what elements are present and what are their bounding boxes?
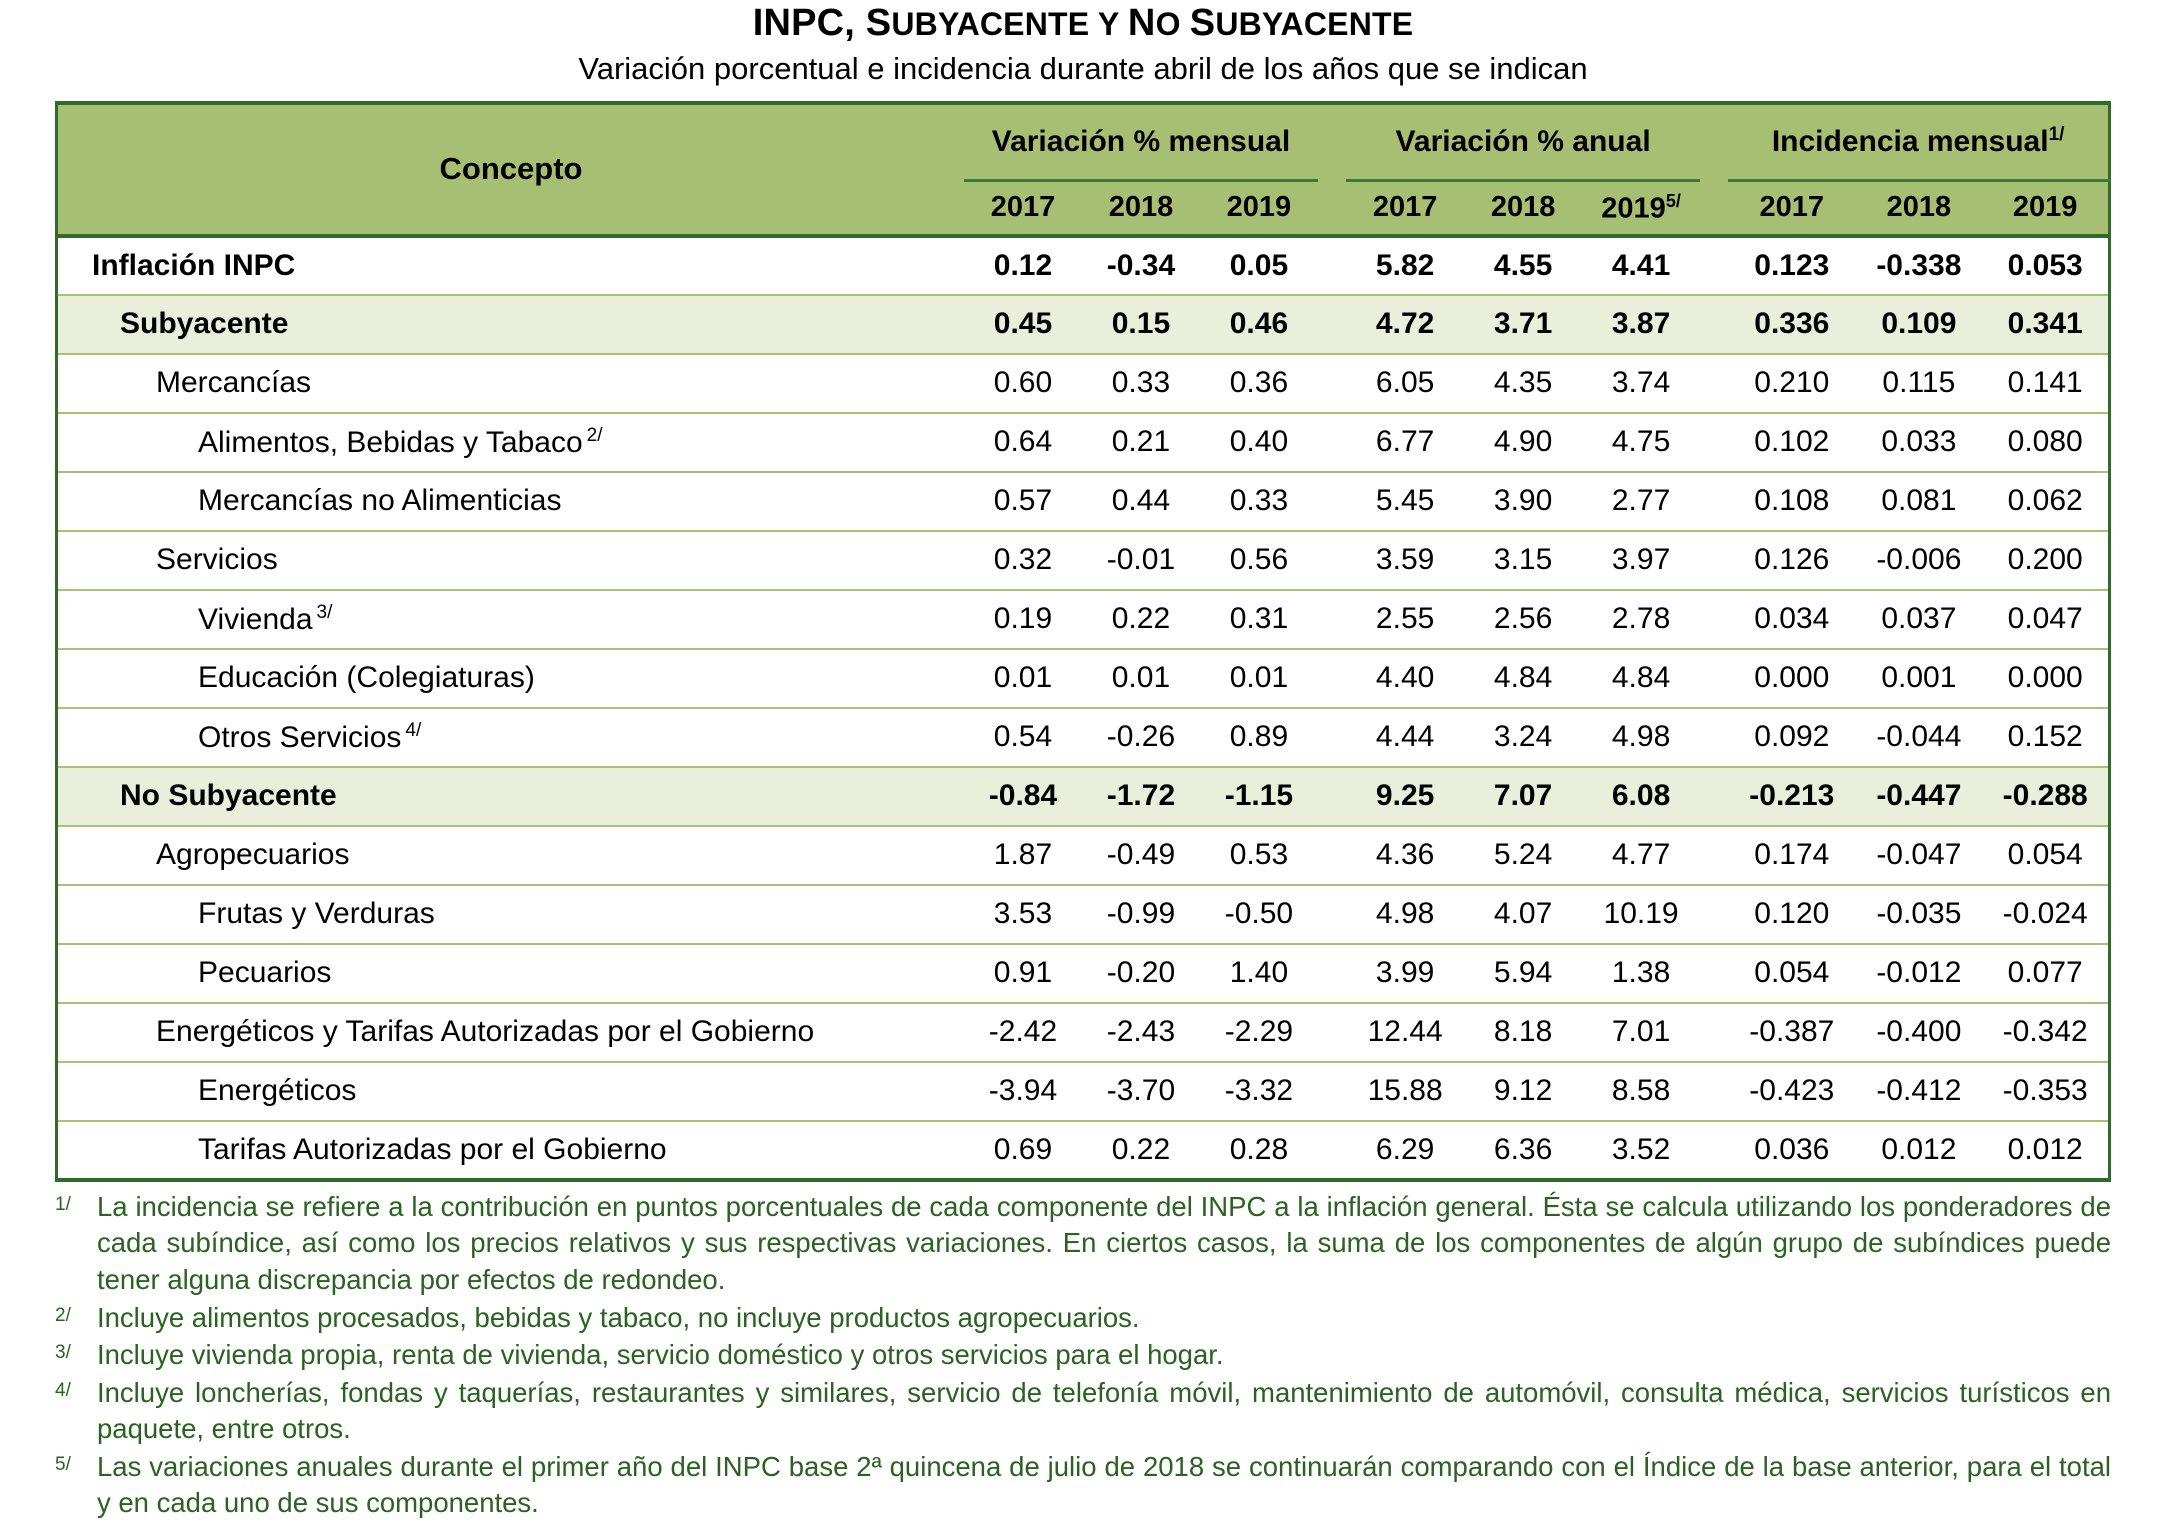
cell-incidencia-2017: -0.387 [1728,1003,1855,1062]
row-gap [1700,295,1728,354]
cell-anual-2019: 4.98 [1582,708,1700,767]
cell-mensual-2018: -0.99 [1082,885,1200,944]
row-label-text: Energéticos [198,1074,357,1108]
cell-anual-2019: 4.41 [1582,236,1700,295]
cell-anual-2017: 15.88 [1346,1062,1464,1121]
row-gap [1700,826,1728,885]
cell-mensual-2018: -3.70 [1082,1062,1200,1121]
cell-mensual-2018: 0.22 [1082,1121,1200,1180]
cell-mensual-2017: 3.53 [964,885,1082,944]
cell-incidencia-2019: 0.062 [1982,472,2109,531]
table-row [57,413,2110,472]
row-gap [1700,1003,1728,1062]
cell-incidencia-2018: -0.035 [1855,885,1982,944]
row-gap [1318,944,1346,1003]
cell-incidencia-2018: 0.109 [1855,295,1982,354]
row-gap [1700,885,1728,944]
cell-mensual-2017: 0.57 [964,472,1082,531]
table-row [57,885,2110,944]
footnote [55,1337,2111,1374]
cell-incidencia-2017: 0.210 [1728,354,1855,413]
header-gap-3 [1318,180,1346,236]
cell-incidencia-2019: 0.200 [1982,531,2109,590]
cell-anual-2019: 3.52 [1582,1121,1700,1180]
table-row [57,649,2110,708]
title-conjunction: Y [1089,6,1128,42]
page-subtitle: Variación porcentual e incidencia durante abril de los años que se indican [578,50,1588,86]
footnote-marker: 2/ [55,1304,71,1326]
row-label-text: Otros Servicios [198,720,402,754]
cell-anual-2017: 5.82 [1346,236,1464,295]
cell-anual-2017: 4.72 [1346,295,1464,354]
cell-incidencia-2018: 0.012 [1855,1121,1982,1180]
table-row [57,944,2110,1003]
cell-incidencia-2017: 0.336 [1728,295,1855,354]
year-anual-2019-value: 2019 [1601,192,1666,225]
row-gap [1700,767,1728,826]
year-header-incidencia-2019: 2019 [1982,180,2109,236]
cell-anual-2019: 7.01 [1582,1003,1700,1062]
cell-mensual-2018: 0.33 [1082,354,1200,413]
cell-anual-2019: 8.58 [1582,1062,1700,1121]
cell-anual-2018: 3.15 [1464,531,1582,590]
row-gap [1318,1003,1346,1062]
cell-mensual-2017: 0.19 [964,590,1082,649]
cell-anual-2019: 2.78 [1582,590,1700,649]
cell-mensual-2019: 0.28 [1200,1121,1318,1180]
cell-incidencia-2019: -0.288 [1982,767,2109,826]
cell-mensual-2018: 0.22 [1082,590,1200,649]
cell-mensual-2019: -3.32 [1200,1062,1318,1121]
table-row [57,295,2110,354]
cell-anual-2018: 8.18 [1464,1003,1582,1062]
cell-incidencia-2018: -0.044 [1855,708,1982,767]
cell-anual-2019: 3.74 [1582,354,1700,413]
cell-incidencia-2018: -0.047 [1855,826,1982,885]
cell-anual-2018: 3.24 [1464,708,1582,767]
cell-mensual-2017: 0.60 [964,354,1082,413]
cell-mensual-2018: -0.49 [1082,826,1200,885]
row-gap [1700,1062,1728,1121]
title-no-smallcaps: O [1155,6,1190,42]
cell-mensual-2019: 0.53 [1200,826,1318,885]
row-gap [1318,767,1346,826]
row-gap [1318,236,1346,295]
row-label-text: Inflación INPC [92,248,296,282]
cell-mensual-2019: 0.46 [1200,295,1318,354]
table-container [55,101,2111,1182]
column-group-variacion-anual: Variación % anual [1346,103,1700,181]
row-gap [1700,649,1728,708]
cell-incidencia-2018: -0.006 [1855,531,1982,590]
year-anual-2019-footnote-marker: 5/ [1665,190,1681,211]
cell-mensual-2019: 0.56 [1200,531,1318,590]
row-label [57,1121,965,1180]
cell-incidencia-2017: 0.120 [1728,885,1855,944]
footnote-marker: 3/ [55,1342,71,1364]
cell-incidencia-2019: -0.024 [1982,885,2109,944]
cell-mensual-2018: -1.72 [1082,767,1200,826]
row-label-text: Pecuarios [198,956,332,990]
cell-anual-2017: 9.25 [1346,767,1464,826]
cell-anual-2018: 4.90 [1464,413,1582,472]
cell-mensual-2017: 0.01 [964,649,1082,708]
row-gap [1318,826,1346,885]
table-row [57,472,2110,531]
cell-anual-2017: 4.44 [1346,708,1464,767]
cell-mensual-2017: -3.94 [964,1062,1082,1121]
year-header-anual-2019 [1582,180,1700,236]
row-gap [1318,1121,1346,1180]
title-no-cap: N [1127,2,1156,44]
cell-mensual-2019: 0.40 [1200,413,1318,472]
table-row [57,1121,2110,1180]
cell-anual-2017: 5.45 [1346,472,1464,531]
cell-incidencia-2019: 0.141 [1982,354,2109,413]
row-gap [1700,590,1728,649]
row-label [57,236,965,295]
cell-incidencia-2019: 0.054 [1982,826,2109,885]
cell-mensual-2019: 0.36 [1200,354,1318,413]
row-gap [1318,472,1346,531]
cell-mensual-2017: 1.87 [964,826,1082,885]
cell-incidencia-2017: 0.126 [1728,531,1855,590]
header-gap-2 [1700,103,1728,181]
row-label [57,944,965,1003]
table-row [57,590,2110,649]
year-header-incidencia-2017: 2017 [1728,180,1855,236]
cell-mensual-2017: 0.69 [964,1121,1082,1180]
cell-anual-2018: 4.55 [1464,236,1582,295]
row-label [57,531,965,590]
cell-incidencia-2017: 0.000 [1728,649,1855,708]
row-gap [1318,531,1346,590]
cell-anual-2018: 2.56 [1464,590,1582,649]
cell-mensual-2019: 0.89 [1200,708,1318,767]
table-row [57,236,2110,295]
cell-incidencia-2018: -0.447 [1855,767,1982,826]
table-row [57,1003,2110,1062]
title-inpc-prefix: INPC, [752,2,866,44]
cell-incidencia-2017: 0.123 [1728,236,1855,295]
row-label-text: Mercancías [156,366,312,400]
cell-incidencia-2017: -0.213 [1728,767,1855,826]
row-gap [1700,944,1728,1003]
incidencia-footnote-marker: 1/ [2048,124,2065,146]
row-label-text: Subyacente [120,307,289,341]
cell-incidencia-2018: 0.001 [1855,649,1982,708]
row-label [57,354,965,413]
cell-anual-2018: 3.71 [1464,295,1582,354]
cell-incidencia-2018: -0.400 [1855,1003,1982,1062]
column-header-concepto: Concepto [57,103,965,236]
cell-mensual-2017: -2.42 [964,1003,1082,1062]
cell-mensual-2017: 0.32 [964,531,1082,590]
cell-mensual-2018: -2.43 [1082,1003,1200,1062]
row-label [57,472,965,531]
cell-anual-2017: 4.98 [1346,885,1464,944]
table-body [57,236,2110,1180]
row-gap [1318,354,1346,413]
cell-anual-2018: 9.12 [1464,1062,1582,1121]
cell-anual-2017: 3.59 [1346,531,1464,590]
row-gap [1700,413,1728,472]
cell-anual-2019: 4.84 [1582,649,1700,708]
cell-anual-2019: 6.08 [1582,767,1700,826]
row-gap [1700,531,1728,590]
footnote [55,1300,2111,1337]
cell-anual-2017: 6.29 [1346,1121,1464,1180]
cell-incidencia-2019: 0.000 [1982,649,2109,708]
cell-incidencia-2017: 0.034 [1728,590,1855,649]
row-label-text: Agropecuarios [156,838,350,872]
cell-mensual-2018: 0.21 [1082,413,1200,472]
cell-mensual-2017: -0.84 [964,767,1082,826]
year-header-anual-2018: 2018 [1464,180,1582,236]
row-label [57,413,965,472]
table-row [57,708,2110,767]
cell-mensual-2017: 0.64 [964,413,1082,472]
cell-anual-2018: 5.94 [1464,944,1582,1003]
table-row [57,826,2110,885]
footnote-marker: 5/ [55,1453,71,1475]
cell-anual-2017: 6.05 [1346,354,1464,413]
cell-mensual-2018: -0.01 [1082,531,1200,590]
cell-incidencia-2017: 0.036 [1728,1121,1855,1180]
header-gap-4 [1700,180,1728,236]
cell-mensual-2017: 0.12 [964,236,1082,295]
row-label [57,590,965,649]
title-subyacente-smallcaps: UBYACENTE [891,6,1090,42]
column-group-variacion-mensual: Variación % mensual [964,103,1318,181]
row-gap [1700,708,1728,767]
footnote [55,1449,2111,1522]
year-header-mensual-2019: 2019 [1200,180,1318,236]
cell-mensual-2018: -0.34 [1082,236,1200,295]
year-header-incidencia-2018: 2018 [1855,180,1982,236]
title-block [55,0,2111,87]
cell-mensual-2019: -0.50 [1200,885,1318,944]
row-gap [1318,413,1346,472]
row-label-text: Alimentos, Bebidas y Tabaco [198,425,583,459]
page-title [55,2,2111,46]
cell-anual-2017: 4.36 [1346,826,1464,885]
footnote-marker: 4/ [55,1379,71,1401]
year-header-mensual-2017: 2017 [964,180,1082,236]
table-row [57,767,2110,826]
cell-mensual-2018: -0.26 [1082,708,1200,767]
cell-incidencia-2019: 0.053 [1982,236,2109,295]
header-gap-1 [1318,103,1346,181]
header-group-row [57,103,2110,181]
footnote-text: Incluye loncherías, fondas y taquerías, restaurantes y similares, servicio de telefonía móvil, mantenimiento de automóvil, consulta médica, servicios turísticos en paquete, entre otros. [97,1376,2111,1445]
row-gap [1700,236,1728,295]
row-footnote-marker: 4/ [405,719,422,741]
cell-anual-2019: 10.19 [1582,885,1700,944]
row-label-text: Energéticos y Tarifas Autorizadas por el Gobierno [156,1015,815,1049]
row-gap [1700,354,1728,413]
cell-mensual-2017: 0.54 [964,708,1082,767]
row-gap [1318,885,1346,944]
row-label [57,1062,965,1121]
incidencia-label: Incidencia mensual [1771,125,2049,159]
cell-incidencia-2019: 0.012 [1982,1121,2109,1180]
footnotes-block [55,1189,2111,1522]
cell-incidencia-2017: -0.423 [1728,1062,1855,1121]
footnote-text: La incidencia se refiere a la contribución en puntos porcentuales de cada componente del INPC a la inflación general. Ésta se calcula utilizando los ponderadores de cada subíndice, así como los precios relativos y sus respectivas variaciones. En ciertos casos, la suma de los componentes de algún grupo de subíndices puede tener alguna discrepancia por efectos de redondeo. [97,1190,2111,1295]
footnote-text: Las variaciones anuales durante el primer año del INPC base 2ª quincena de julio de 2018 se continuarán comparando con el Índice de la base anterior, para el total y en cada uno de sus componentes. [97,1450,2111,1519]
row-label-text: Mercancías no Alimenticias [198,484,562,518]
row-label-text: Educación (Colegiaturas) [198,661,535,695]
row-label-text: Tarifas Autorizadas por el Gobierno [198,1132,667,1166]
title-subyacente2-cap: S [1189,2,1216,44]
cell-mensual-2018: -0.20 [1082,944,1200,1003]
row-label-text: No Subyacente [120,779,337,813]
cell-incidencia-2019: 0.152 [1982,708,2109,767]
cell-anual-2017: 12.44 [1346,1003,1464,1062]
cell-anual-2019: 1.38 [1582,944,1700,1003]
cell-incidencia-2018: -0.412 [1855,1062,1982,1121]
cell-mensual-2017: 0.45 [964,295,1082,354]
cell-mensual-2019: 1.40 [1200,944,1318,1003]
cell-anual-2017: 2.55 [1346,590,1464,649]
row-footnote-marker: 2/ [586,424,603,446]
cell-anual-2018: 4.35 [1464,354,1582,413]
year-header-anual-2017: 2017 [1346,180,1464,236]
row-label [57,1003,965,1062]
cell-anual-2018: 5.24 [1464,826,1582,885]
footnote-marker: 1/ [55,1193,71,1215]
cell-anual-2019: 2.77 [1582,472,1700,531]
cell-mensual-2018: 0.15 [1082,295,1200,354]
cell-mensual-2019: 0.33 [1200,472,1318,531]
table-row [57,354,2110,413]
title-subyacente2-smallcaps: UBYACENTE [1215,6,1414,42]
cell-incidencia-2018: -0.338 [1855,236,1982,295]
cell-mensual-2019: -1.15 [1200,767,1318,826]
column-group-incidencia-mensual [1728,103,2109,181]
row-label [57,767,965,826]
cell-incidencia-2019: 0.077 [1982,944,2109,1003]
footnote-text: Incluye alimentos procesados, bebidas y tabaco, no incluye productos agropecuarios. [97,1301,1140,1333]
year-header-mensual-2018: 2018 [1082,180,1200,236]
row-label-text: Servicios [156,543,278,577]
row-label-text: Vivienda [198,602,313,636]
cell-incidencia-2019: 0.341 [1982,295,2109,354]
row-label [57,708,965,767]
cell-anual-2018: 3.90 [1464,472,1582,531]
cell-anual-2018: 4.84 [1464,649,1582,708]
row-gap [1318,649,1346,708]
cell-anual-2018: 7.07 [1464,767,1582,826]
cell-incidencia-2019: 0.047 [1982,590,2109,649]
table-row [57,1062,2110,1121]
cell-incidencia-2019: 0.080 [1982,413,2109,472]
cell-anual-2018: 4.07 [1464,885,1582,944]
cell-mensual-2018: 0.44 [1082,472,1200,531]
row-label [57,649,965,708]
cell-anual-2019: 3.97 [1582,531,1700,590]
cell-anual-2017: 3.99 [1346,944,1464,1003]
row-label [57,826,965,885]
cell-anual-2019: 4.75 [1582,413,1700,472]
row-gap [1318,295,1346,354]
row-label [57,885,965,944]
cell-incidencia-2017: 0.054 [1728,944,1855,1003]
row-gap [1318,590,1346,649]
cell-anual-2017: 6.77 [1346,413,1464,472]
cell-anual-2018: 6.36 [1464,1121,1582,1180]
cell-anual-2017: 4.40 [1346,649,1464,708]
cell-incidencia-2018: 0.081 [1855,472,1982,531]
footnote-text: Incluye vivienda propia, renta de vivienda, servicio doméstico y otros servicios para el hogar. [97,1339,1224,1371]
row-label-text: Frutas y Verduras [198,897,435,931]
title-subyacente-cap: S [865,2,892,44]
cell-incidencia-2018: 0.033 [1855,413,1982,472]
cell-anual-2019: 4.77 [1582,826,1700,885]
cell-mensual-2018: 0.01 [1082,649,1200,708]
cell-mensual-2019: 0.01 [1200,649,1318,708]
table-row [57,531,2110,590]
cell-incidencia-2018: 0.037 [1855,590,1982,649]
cell-mensual-2019: 0.31 [1200,590,1318,649]
cell-incidencia-2017: 0.102 [1728,413,1855,472]
row-gap [1318,708,1346,767]
cell-mensual-2019: 0.05 [1200,236,1318,295]
cell-mensual-2017: 0.91 [964,944,1082,1003]
cell-incidencia-2019: -0.342 [1982,1003,2109,1062]
row-label [57,295,965,354]
footnote [55,1189,2111,1299]
row-gap [1700,1121,1728,1180]
cell-mensual-2019: -2.29 [1200,1003,1318,1062]
row-gap [1318,1062,1346,1121]
table-header [57,103,2110,236]
cell-incidencia-2018: -0.012 [1855,944,1982,1003]
cell-incidencia-2017: 0.174 [1728,826,1855,885]
row-footnote-marker: 3/ [316,601,333,623]
cell-incidencia-2017: 0.092 [1728,708,1855,767]
cell-incidencia-2018: 0.115 [1855,354,1982,413]
cell-incidencia-2017: 0.108 [1728,472,1855,531]
row-gap [1700,472,1728,531]
cell-incidencia-2019: -0.353 [1982,1062,2109,1121]
inpc-data-table [55,101,2111,1182]
cell-anual-2019: 3.87 [1582,295,1700,354]
footnote [55,1375,2111,1448]
